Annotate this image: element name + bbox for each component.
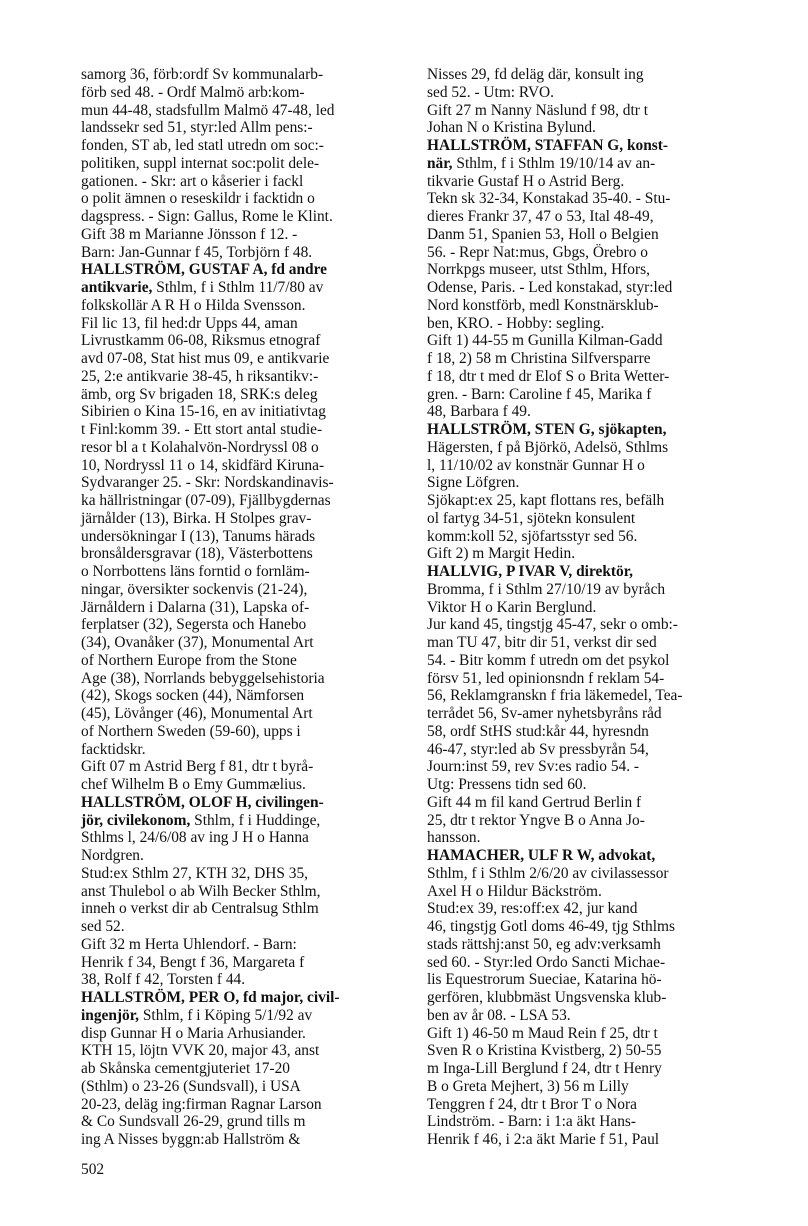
text-line	[427, 492, 745, 510]
entry-text: Järnåldern i Dalarna (31), Lapska of-	[81, 598, 310, 616]
biography-entry	[427, 66, 745, 137]
entry-text: ferplatser (32), Segersta och Hanebo	[81, 616, 307, 634]
entry-text: (42), Skogs socken (44), Nämforsen	[81, 687, 305, 705]
entry-text: Gift 1) 46-50 m Maud Rein f 25, dtr t	[427, 1024, 658, 1042]
entry-text: Gift 07 m Astrid Berg f 81, dtr t byrå-	[81, 758, 314, 776]
entry-text: o polit ämnen o reseskildr i facktidn o	[81, 190, 315, 208]
text-line	[427, 847, 745, 865]
entry-text: t Finl:komm 39. - Ett stort antal studie-	[81, 421, 323, 438]
text-line	[81, 528, 399, 546]
entry-text: Gift 1) 44-55 m Gunilla Kilman-Gadd	[427, 332, 663, 350]
entry-text: Jur kand 45, tingstjg 45-47, sekr o omb:-	[427, 616, 678, 634]
entry-text: ben, KRO. - Hobby: segling.	[427, 314, 605, 332]
entry-text: ing A Nisses byggn:ab Hallström &	[81, 1131, 301, 1148]
text-line	[81, 883, 399, 901]
entry-text: gationen. - Skr: art o kåserier i fackl	[81, 172, 304, 190]
text-line	[427, 439, 745, 457]
text-line	[81, 581, 399, 599]
text-line	[427, 883, 745, 901]
text-line	[81, 190, 399, 208]
entry-text: bronsåldersgravar (18), Västerbottens	[81, 545, 313, 563]
entry-text: inneh o verkst dir ab Centralsug Sthlm	[81, 900, 319, 918]
text-line	[81, 563, 399, 581]
biography-entry	[427, 137, 745, 421]
entry-text: samorg 36, förb:ordf Sv kommunalarb-	[81, 66, 324, 83]
entry-text: Tenggren f 24, dtr t Bror T o Nora	[427, 1095, 637, 1113]
text-line	[427, 1042, 745, 1060]
text-line	[81, 332, 399, 350]
text-line	[427, 208, 745, 226]
text-line	[81, 1060, 399, 1078]
entry-heading: antikvarie,	[81, 279, 153, 296]
text-line	[427, 421, 745, 439]
entry-text: Sibirien o Kina 15-16, en av initiativtag	[81, 403, 326, 421]
entry-text: Nisses 29, fd deläg där, konsult ing	[427, 66, 644, 83]
text-line	[81, 829, 399, 847]
text-line	[427, 705, 745, 723]
text-line	[427, 155, 745, 173]
entry-text: o Norrbottens läns forntid o fornläm-	[81, 563, 310, 580]
entry-text: Lindström. - Barn: i 1:a äkt Hans-	[427, 1113, 637, 1131]
entry-text: Journ:inst 59, rev Sv:es radio 54. -	[427, 758, 640, 776]
text-line	[81, 971, 399, 989]
text-line	[81, 279, 399, 297]
entry-text: Sven R o Kristina Kvistberg, 2) 50-55	[427, 1042, 662, 1060]
text-line	[427, 794, 745, 812]
entry-text: landssekr sed 51, styr:led Allm pens:-	[81, 119, 313, 137]
text-line	[81, 741, 399, 759]
entry-heading: HAMACHER, ULF R W, advokat,	[427, 847, 656, 864]
entry-text: sed 52.	[81, 918, 125, 935]
entry-heading: HALLSTRÖM, OLOF H, civilingen-	[81, 793, 324, 811]
entry-text: 10, Nordryssl 11 o 14, skidfärd Kiruna-	[81, 456, 325, 474]
text-line	[81, 457, 399, 475]
text-line	[81, 315, 399, 333]
entry-text: of Northern Europe from the Stone	[81, 651, 297, 669]
entry-text: Hägersten, f på Björkö, Adelsö, Sthlms	[427, 438, 669, 456]
text-line	[81, 954, 399, 972]
text-line	[81, 723, 399, 741]
text-line	[81, 1042, 399, 1060]
text-line	[81, 616, 399, 634]
biography-entry	[81, 989, 399, 1149]
entry-text: Axel H o Hildur Bäckström.	[427, 882, 602, 900]
entry-text: 25, 2:e antikvarie 38-45, h riksantikv:-	[81, 367, 319, 385]
text-line	[81, 758, 399, 776]
text-line	[427, 581, 745, 599]
biography-entry	[81, 794, 399, 989]
entry-text: gren. - Barn: Caroline f 45, Marika f	[427, 385, 652, 403]
text-line	[427, 616, 745, 634]
text-line	[427, 918, 745, 936]
entry-text: l, 11/10/02 av konstnär Gunnar H o	[427, 456, 645, 474]
text-line	[427, 261, 745, 279]
entry-text: Stud:ex Sthlm 27, KTH 32, DHS 35,	[81, 864, 309, 882]
text-line	[81, 368, 399, 386]
text-line	[427, 865, 745, 883]
entry-heading: HALLSTRÖM, GUSTAF A, fd andre	[81, 261, 328, 279]
entry-text: f 18, dtr t med dr Elof S o Brita Wetter-	[427, 367, 670, 385]
entry-text: (34), Ovanåker (37), Monumental Art	[81, 634, 314, 651]
text-line	[427, 829, 745, 847]
text-column-left	[81, 66, 399, 1149]
text-line	[427, 66, 745, 84]
entry-text: hansson.	[427, 829, 481, 847]
text-line	[427, 332, 745, 350]
text-line	[427, 457, 745, 475]
text-line	[81, 244, 399, 262]
entry-text: Signe Löfgren.	[427, 474, 520, 492]
entry-text: 46-47, styr:led ab Sv pressbyrån 54,	[427, 740, 649, 758]
entry-text: sed 60. - Styr:led Ordo Sancti Michae-	[427, 953, 666, 971]
text-line	[81, 474, 399, 492]
text-line	[427, 279, 745, 297]
entry-text: Gift 2) m Margit Hedin.	[427, 545, 576, 563]
entry-text: (45), Lövånger (46), Monumental Art	[81, 705, 313, 722]
text-line	[81, 1096, 399, 1114]
entry-text: chef Wilhelm B o Emy Gummælius.	[81, 776, 306, 793]
entry-text: Sthlm, f i Sthlm 11/7/80 av	[152, 279, 324, 296]
entry-text: Livrustkamm 06-08, Riksmus etnograf	[81, 332, 321, 350]
text-line	[81, 1113, 399, 1131]
text-line	[427, 652, 745, 670]
entry-text: Gift 27 m Nanny Näslund f 98, dtr t	[427, 101, 648, 119]
text-line	[427, 741, 745, 759]
text-line	[81, 794, 399, 812]
entry-text: terrådet 56, Sv-amer nyhetsbyråns råd	[427, 705, 662, 722]
entry-text: avd 07-08, Stat hist mus 09, e antikvarie	[81, 350, 330, 367]
text-line	[81, 173, 399, 191]
entry-text: försv 51, led opinionsndn f reklam 54-	[427, 669, 665, 687]
entry-text: politiken, suppl internat soc:polit dele-	[81, 154, 320, 172]
entry-text: Sthlm, f i Sthlm 2/6/20 av civilassessor	[427, 864, 669, 882]
entry-text: Sjökapt:ex 25, kapt flottans res, befälh	[427, 492, 665, 509]
text-line	[81, 936, 399, 954]
text-line	[81, 545, 399, 563]
text-line	[81, 261, 399, 279]
text-line	[427, 599, 745, 617]
entry-text: KTH 15, löjtn VVK 20, major 43, anst	[81, 1042, 320, 1060]
entry-text: Barn: Jan-Gunnar f 45, Torbjörn f 48.	[81, 243, 313, 261]
text-line	[427, 368, 745, 386]
entry-text: dieres Frankr 37, 47 o 53, Ital 48-49,	[427, 208, 654, 225]
entry-heading: HALLSTRÖM, PER O, fd major, civil-	[81, 989, 340, 1006]
text-line	[81, 84, 399, 102]
biography-entry	[81, 66, 399, 261]
text-line	[81, 865, 399, 883]
text-line	[81, 119, 399, 137]
entry-text: Henrik f 46, i 2:a äkt Marie f 51, Paul	[427, 1131, 660, 1148]
entry-text: m Inga-Lill Berglund f 24, dtr t Henry	[427, 1060, 662, 1077]
text-line	[427, 954, 745, 972]
entry-text: 56. - Repr Nat:mus, Gbgs, Örebro o	[427, 243, 648, 261]
text-line	[427, 1113, 745, 1131]
text-line	[427, 900, 745, 918]
entry-text: Tekn sk 32-34, Konstakad 35-40. - Stu-	[427, 190, 671, 208]
entry-text: ben av år 08. - LSA 53.	[427, 1006, 571, 1024]
text-line	[427, 563, 745, 581]
text-line	[427, 403, 745, 421]
text-line	[81, 137, 399, 155]
entry-text: disp Gunnar H o Maria Arhusiander.	[81, 1024, 306, 1042]
text-line	[81, 421, 399, 439]
text-line	[81, 208, 399, 226]
text-line	[427, 812, 745, 830]
text-line	[427, 119, 745, 137]
text-line	[81, 918, 399, 936]
entry-text: sed 52. - Utm: RVO.	[427, 83, 555, 101]
entry-text: Utg: Pressens tidn sed 60.	[427, 776, 587, 793]
text-line	[427, 971, 745, 989]
entry-text: Henrik f 34, Bengt f 36, Margareta f	[81, 953, 305, 971]
biography-entry	[427, 421, 745, 563]
text-line	[427, 545, 745, 563]
entry-text: Nord konstförb, medl Konstnärsklub-	[427, 296, 659, 314]
entry-text: B o Greta Mejhert, 3) 56 m Lilly	[427, 1077, 629, 1095]
text-line	[81, 652, 399, 670]
entry-text: (Sthlm) o 23-26 (Sundsvall), i USA	[81, 1077, 301, 1095]
text-line	[81, 1007, 399, 1025]
entry-text: man TU 47, bitr dir 51, verkst dir sed	[427, 634, 657, 651]
entry-text: stads rättshj:anst 50, eg adv:verksamh	[427, 935, 661, 953]
text-line	[427, 1060, 745, 1078]
text-line	[81, 492, 399, 510]
entry-text: gerfören, klubbmäst Ungsvenska klub-	[427, 989, 667, 1006]
entry-text: Johan N o Kristina Bylund.	[427, 119, 596, 137]
text-line	[427, 723, 745, 741]
text-line	[427, 190, 745, 208]
entry-heading: när,	[427, 154, 453, 172]
entry-text: ol fartyg 34-51, sjötekn konsulent	[427, 509, 636, 527]
biography-entry	[427, 563, 745, 847]
entry-heading: HALLSTRÖM, STAFFAN G, konst-	[427, 137, 669, 154]
entry-text: Stud:ex 39, res:off:ex 42, jur kand	[427, 900, 638, 918]
entry-text: tikvarie Gustaf H o Astrid Berg.	[427, 172, 625, 190]
entry-text: Sydvaranger 25. - Skr: Nordskandinavis-	[81, 474, 334, 492]
text-line	[427, 297, 745, 315]
text-line	[81, 1131, 399, 1149]
entry-text: järnålder (13), Birka. H Stolpes grav-	[81, 509, 312, 527]
text-line	[427, 510, 745, 528]
entry-text: fonden, ST ab, led statl utredn om soc:-	[81, 137, 324, 154]
entry-text: 46, tingstjg Gotl doms 46-49, tjg Sthlms	[427, 918, 675, 935]
entry-text: Viktor H o Karin Berglund.	[427, 598, 597, 616]
entry-text: Gift 38 m Marianne Jönsson f 12. -	[81, 225, 298, 243]
biography-entry	[427, 847, 745, 1149]
entry-text: Gift 32 m Herta Uhlendorf. - Barn:	[81, 935, 297, 953]
text-line	[81, 847, 399, 865]
entry-text: Bromma, f i Sthlm 27/10/19 av byråch	[427, 580, 666, 598]
text-line	[427, 989, 745, 1007]
entry-text: Sthlms l, 24/6/08 av ing J H o Hanna	[81, 829, 309, 847]
text-line	[427, 350, 745, 368]
entry-text: 20-23, deläg ing:firman Ragnar Larson	[81, 1095, 322, 1113]
entry-text: lis Equestrorum Sueciae, Katarina hö-	[427, 971, 662, 989]
text-line	[81, 687, 399, 705]
text-line	[427, 1078, 745, 1096]
text-line	[81, 634, 399, 652]
text-line	[81, 1078, 399, 1096]
page-number: 502	[81, 1161, 105, 1178]
biography-entry	[81, 261, 399, 794]
text-line	[427, 1007, 745, 1025]
text-line	[81, 900, 399, 918]
text-line	[427, 1096, 745, 1114]
text-line	[427, 244, 745, 262]
entry-text: folkskollär A R H o Hilda Svensson.	[81, 296, 306, 314]
entry-text: 56, Reklamgranskn f fria läkemedel, Tea-	[427, 687, 683, 705]
text-line	[81, 705, 399, 723]
entry-text: resor bl a t Kolahalvön-Nordryssl 08 o	[81, 438, 319, 456]
entry-text: Danm 51, Spanien 53, Holl o Belgien	[427, 225, 659, 243]
entry-text: 38, Rolf f 42, Torsten f 44.	[81, 971, 246, 989]
entry-text: dagspress. - Sign: Gallus, Rome le Klint.	[81, 208, 333, 225]
entry-text: facktidskr.	[81, 740, 146, 758]
entry-text: Sthlm, f i Sthlm 19/10/14 av an-	[452, 154, 656, 172]
entry-text: Odense, Paris. - Led konstakad, styr:led	[427, 279, 673, 296]
entry-text: Age (38), Norrlands bebyggelsehistoria	[81, 669, 325, 687]
text-line	[81, 66, 399, 84]
entry-heading: HALLSTRÖM, STEN G, sjökapten,	[427, 421, 667, 438]
entry-text: Sthlm, f i Köping 5/1/92 av	[139, 1006, 313, 1024]
text-line	[427, 687, 745, 705]
entry-text: 25, dtr t rektor Yngve B o Anna Jo-	[427, 811, 645, 829]
entry-text: Fil lic 13, fil hed:dr Upps 44, aman	[81, 314, 298, 332]
text-line	[81, 226, 399, 244]
entry-text: ka hällristningar (07-09), Fjällbygdernas	[81, 492, 331, 509]
text-line	[427, 315, 745, 333]
text-line	[427, 936, 745, 954]
entry-text: Sthlm, f i Huddinge,	[190, 811, 321, 829]
text-line	[81, 812, 399, 830]
text-line	[81, 510, 399, 528]
text-line	[427, 84, 745, 102]
entry-text: 48, Barbara f 49.	[427, 403, 531, 421]
text-line	[81, 989, 399, 1007]
text-line	[81, 670, 399, 688]
entry-text: 58, ordf StHS stud:kår 44, hyresndn	[427, 722, 649, 740]
text-line	[427, 528, 745, 546]
text-line	[427, 102, 745, 120]
entry-text: förb sed 48. - Ordf Malmö arb:kom-	[81, 83, 305, 101]
text-line	[81, 439, 399, 457]
text-line	[427, 634, 745, 652]
entry-text: mun 44-48, stadsfullm Malmö 47-48, led	[81, 101, 335, 119]
entry-text: 54. - Bitr komm f utredn om det psykol	[427, 651, 670, 669]
text-line	[81, 386, 399, 404]
entry-text: undersökningar I (13), Tanums härads	[81, 527, 316, 545]
text-column-right	[427, 66, 745, 1149]
entry-text: anst Thulebol o ab Wilh Becker Sthlm,	[81, 882, 321, 900]
entry-text: Gift 44 m fil kand Gertrud Berlin f	[427, 793, 642, 811]
text-line	[81, 403, 399, 421]
entry-text: & Co Sundsvall 26-29, grund tills m	[81, 1113, 306, 1131]
text-line	[427, 386, 745, 404]
text-line	[427, 137, 745, 155]
text-line	[81, 297, 399, 315]
entry-text: Norrkpgs museer, utst Sthlm, Hfors,	[427, 261, 650, 279]
text-line	[427, 226, 745, 244]
text-line	[81, 599, 399, 617]
text-line	[427, 1131, 745, 1149]
text-line	[81, 350, 399, 368]
text-line	[427, 758, 745, 776]
entry-text: f 18, 2) 58 m Christina Silfversparre	[427, 350, 651, 367]
entry-text: Nordgren.	[81, 847, 144, 864]
text-line	[427, 173, 745, 191]
entry-heading: ingenjör,	[81, 1006, 140, 1024]
entry-text: of Northern Sweden (59-60), upps i	[81, 722, 301, 740]
text-line	[427, 670, 745, 688]
text-line	[81, 102, 399, 120]
entry-text: ab Skånska cementgjuteriet 17-20	[81, 1060, 290, 1077]
entry-text: ningar, översikter sockenvis (21-24),	[81, 580, 308, 598]
entry-text: komm:koll 52, sjöfartsstyr sed 56.	[427, 527, 638, 545]
text-line	[427, 776, 745, 794]
text-line	[81, 1025, 399, 1043]
text-line	[427, 474, 745, 492]
text-line	[81, 155, 399, 173]
text-line	[427, 1025, 745, 1043]
entry-heading: HALLVIG, P IVAR V, direktör,	[427, 563, 633, 580]
entry-text: ämb, org Sv brigaden 18, SRK:s deleg	[81, 385, 318, 403]
entry-heading: jör, civilekonom,	[81, 811, 191, 829]
text-line	[81, 776, 399, 794]
